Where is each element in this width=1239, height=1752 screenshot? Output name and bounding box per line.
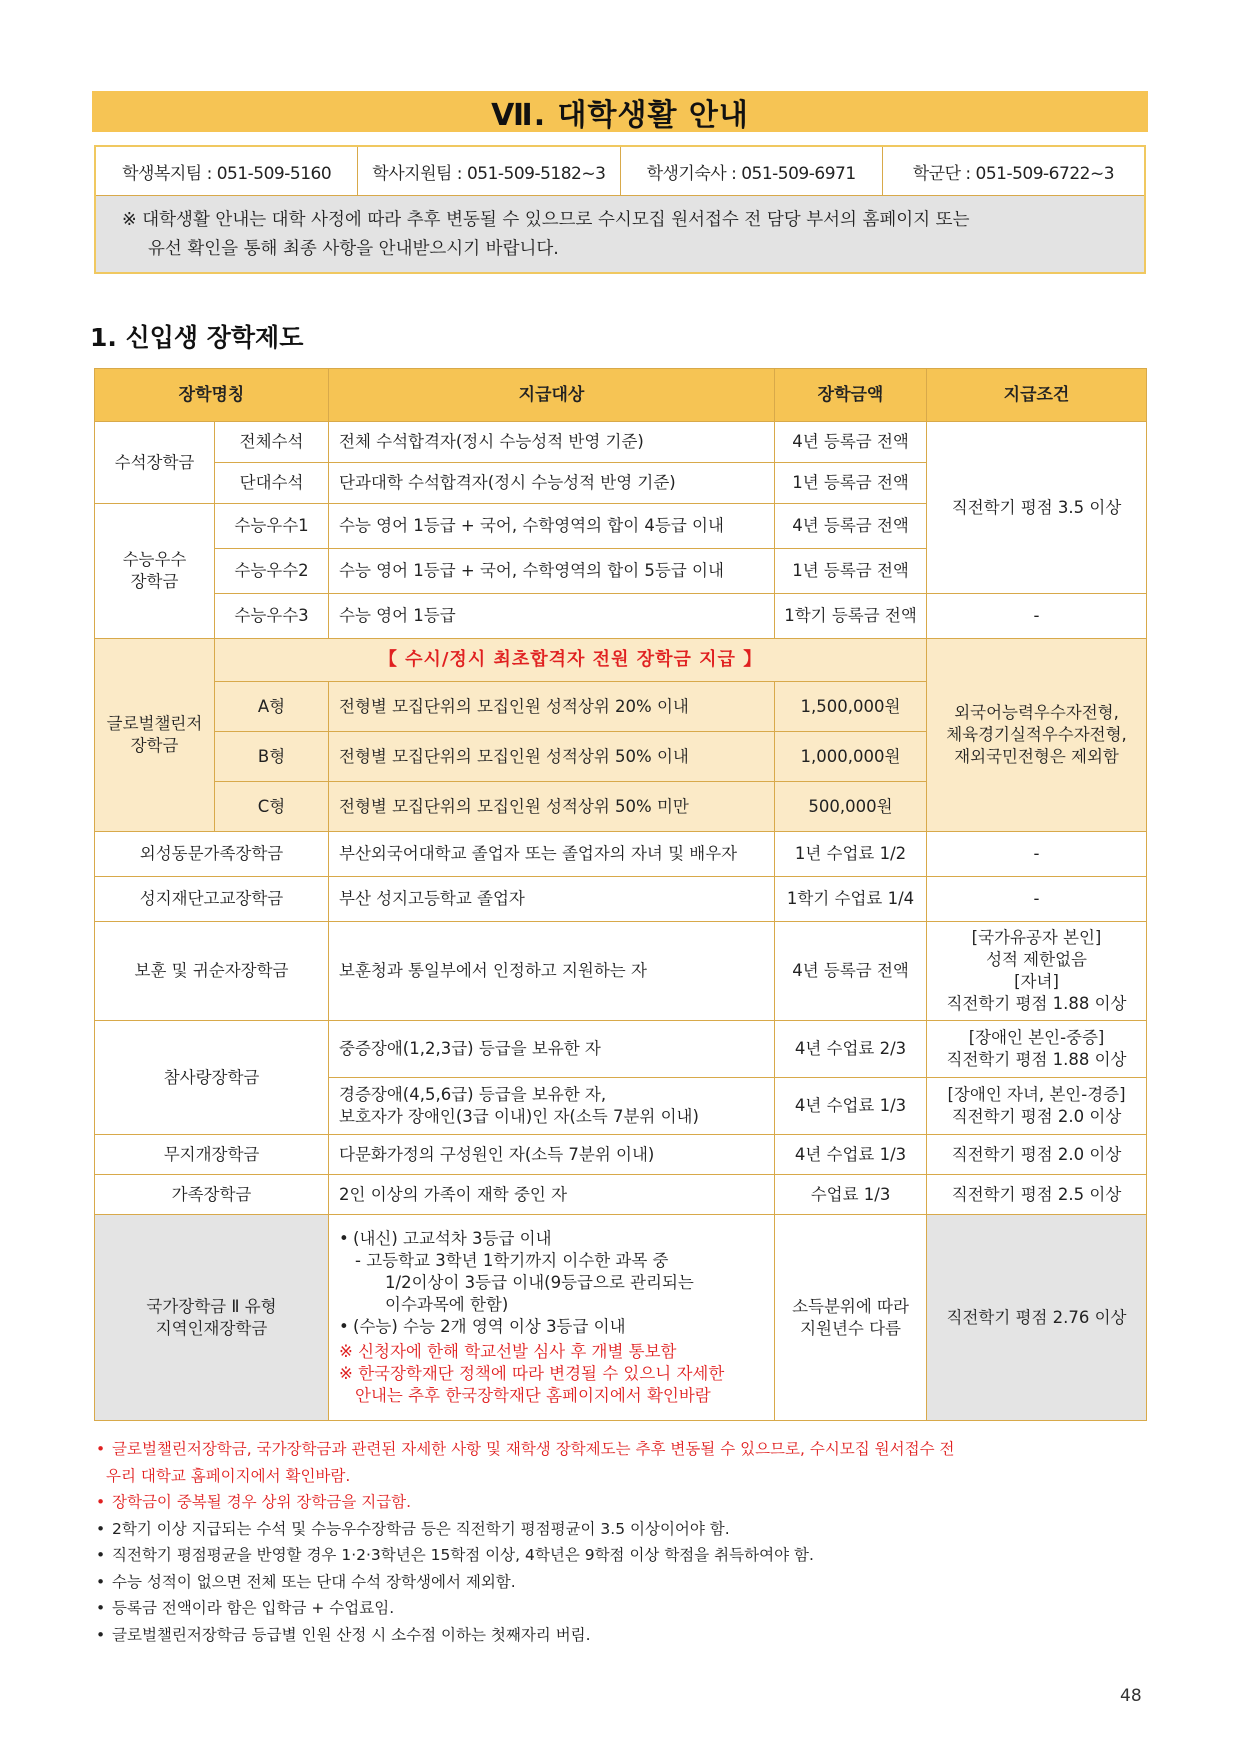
target-line: 1/2이상이 3등급 이내(9등급으로 관리되는 — [385, 1273, 694, 1292]
note-item: • 글로벌챌린저장학금 등급별 인원 산정 시 소수점 이하는 첫째자리 버림. — [96, 1622, 1146, 1649]
name-line: 장학금 — [130, 572, 179, 591]
condition-line: [국가유공자 본인] — [971, 928, 1102, 947]
condition-cell — [927, 1078, 1147, 1135]
condition-line: 직전학기 평점 1.88 이상 — [946, 1050, 1127, 1069]
scholarship-name: 수석장학금 — [95, 422, 215, 504]
amount-cell: 1학기 등록금 전액 — [775, 594, 927, 639]
amount-cell: 1학기 수업료 1/4 — [775, 877, 927, 922]
notice-box — [96, 196, 1144, 272]
condition-cell: 직전학기 평점 2.5 이상 — [927, 1175, 1147, 1215]
condition-cell: 직전학기 평점 2.0 이상 — [927, 1135, 1147, 1175]
contact-box — [94, 145, 1146, 274]
chapter-title: Ⅶ. 대학생활 안내 — [491, 97, 749, 133]
condition-cell — [927, 639, 1147, 832]
scholarship-name — [95, 1215, 329, 1421]
amount-line: 소득분위에 따라 — [792, 1296, 909, 1316]
note-item: • 직전학기 평점평균을 반영할 경우 1·2·3학년은 15학점 이상, 4학년은 9학점 이상 학점을 취득하여야 함. — [96, 1542, 1146, 1569]
table-row — [95, 832, 1147, 877]
condition-line: 체육경기실적우수자전형, — [946, 725, 1127, 744]
table-row — [95, 594, 1147, 639]
table-row — [95, 922, 1147, 1021]
condition-cell — [927, 922, 1147, 1021]
scholarship-name — [95, 639, 215, 832]
scholarship-name: 가족장학금 — [95, 1175, 329, 1215]
scholarship-table — [94, 368, 1147, 1421]
table-row — [95, 639, 1147, 682]
scholarship-name: 참사랑장학금 — [95, 1021, 329, 1135]
table-row — [95, 1175, 1147, 1215]
amount-cell: 1,500,000원 — [775, 682, 927, 732]
target-line: - 고등학교 3학년 1학기까지 이수한 과목 중 — [355, 1251, 669, 1270]
scholarship-name: 성지재단고교장학금 — [95, 877, 329, 922]
amount-cell: 1년 수업료 1/2 — [775, 832, 927, 877]
condition-line: [자녀] — [1014, 972, 1059, 991]
condition-cell: - — [927, 832, 1147, 877]
target-cell: 전형별 모집단위의 모집인원 성적상위 20% 이내 — [329, 682, 775, 732]
sub-name: 수능우수2 — [215, 549, 329, 594]
table-row — [95, 1135, 1147, 1175]
sub-name: B형 — [215, 732, 329, 782]
target-cell: 수능 영어 1등급 + 국어, 수학영역의 합이 4등급 이내 — [329, 504, 775, 549]
condition-line: 성적 제한없음 — [986, 950, 1087, 969]
amount-line: 지원년수 다름 — [800, 1318, 901, 1338]
sub-name: 수능우수1 — [215, 504, 329, 549]
target-note: ※ 신청자에 한해 학교선발 심사 후 개별 통보함 — [339, 1342, 677, 1361]
chapter-banner — [92, 91, 1148, 132]
target-cell: 수능 영어 1등급 — [329, 594, 775, 639]
table-header-row — [95, 369, 1147, 422]
notice-line: ※ 대학생활 안내는 대학 사정에 따라 추후 변동될 수 있으므로 수시모집 원서접수 전 담당 부서의 홈페이지 또는 — [122, 210, 970, 230]
sub-name: C형 — [215, 782, 329, 832]
scholarship-name: 무지개장학금 — [95, 1135, 329, 1175]
amount-cell: 1,000,000원 — [775, 732, 927, 782]
note-item: • 글로벌챌린저장학금, 국가장학금과 관련된 자세한 사항 및 재학생 장학제도는 추후 변동될 수 있으므로, 수시모집 원서접수 전 — [96, 1436, 1146, 1463]
contact-academic-support: 학사지원팀 : 051-509-5182~3 — [358, 147, 620, 195]
table-row — [95, 877, 1147, 922]
contact-rotc: 학군단 : 051-509-6722~3 — [912, 163, 1115, 184]
header-target: 지급대상 — [329, 369, 775, 422]
amount-cell: 4년 등록금 전액 — [775, 504, 927, 549]
table-row — [95, 1215, 1147, 1421]
target-cell: 중증장애(1,2,3급) 등급을 보유한 자 — [329, 1021, 775, 1078]
target-cell: 단과대학 수석합격자(정시 수능성적 반영 기준) — [329, 463, 775, 504]
amount-cell: 1년 등록금 전액 — [775, 549, 927, 594]
page-number: 48 — [1120, 1686, 1142, 1706]
amount-cell: 수업료 1/3 — [775, 1175, 927, 1215]
header-condition: 지급조건 — [927, 369, 1147, 422]
name-line: 장학금 — [130, 736, 179, 755]
header-name: 장학명칭 — [95, 369, 329, 422]
condition-cell — [927, 1021, 1147, 1078]
target-note: ※ 한국장학재단 정책에 따라 변경될 수 있으니 자세한 — [339, 1364, 725, 1383]
target-note: 안내는 추후 한국장학재단 홈페이지에서 확인바람 — [355, 1386, 711, 1405]
amount-cell: 500,000원 — [775, 782, 927, 832]
note-item: • 장학금이 중복될 경우 상위 장학금을 지급함. — [96, 1489, 1146, 1516]
target-cell: 다문화가정의 구성원인 자(소득 7분위 이내) — [329, 1135, 775, 1175]
notice-line: 유선 확인을 통해 최종 사항을 안내받으시기 바랍니다. — [148, 239, 559, 259]
target-line: 보호자가 장애인(3급 이내)인 자(소득 7분위 이내) — [339, 1107, 699, 1126]
condition-line: [장애인 자녀, 본인-경증] — [947, 1085, 1126, 1104]
target-cell — [329, 1215, 775, 1421]
name-line: 국가장학금 Ⅱ 유형 — [146, 1296, 277, 1316]
condition-cell: - — [927, 877, 1147, 922]
note-item-continued: 우리 대학교 홈페이지에서 확인바람. — [106, 1466, 351, 1485]
target-cell: 전형별 모집단위의 모집인원 성적상위 50% 미만 — [329, 782, 775, 832]
amount-cell: 4년 등록금 전액 — [775, 422, 927, 463]
sub-name: 수능우수3 — [215, 594, 329, 639]
headline-text: 【 수시/정시 최초합격자 전원 장학금 지급 】 — [378, 649, 763, 670]
global-headline — [215, 639, 927, 682]
target-line: 이수과목에 한함) — [385, 1295, 509, 1314]
condition-cell: 직전학기 평점 2.76 이상 — [927, 1215, 1147, 1421]
name-line: 글로벌챌린저 — [106, 714, 203, 733]
amount-cell: 4년 등록금 전액 — [775, 922, 927, 1021]
amount-cell: 4년 수업료 1/3 — [775, 1078, 927, 1135]
target-cell: 전체 수석합격자(정시 수능성적 반영 기준) — [329, 422, 775, 463]
target-cell: 보훈청과 통일부에서 인정하고 지원하는 자 — [329, 922, 775, 1021]
note-item: • 2학기 이상 지급되는 수석 및 수능우수장학금 등은 직전학기 평점평균이 3.5 이상이어야 함. — [96, 1516, 1146, 1543]
amount-cell — [775, 1215, 927, 1421]
sub-name: A형 — [215, 682, 329, 732]
target-cell: 전형별 모집단위의 모집인원 성적상위 50% 이내 — [329, 732, 775, 782]
target-cell: 2인 이상의 가족이 재학 중인 자 — [329, 1175, 775, 1215]
amount-cell: 1년 등록금 전액 — [775, 463, 927, 504]
target-cell — [329, 1078, 775, 1135]
name-line: 수능우수 — [122, 550, 187, 569]
amount-cell: 4년 수업료 2/3 — [775, 1021, 927, 1078]
scholarship-name — [95, 504, 215, 639]
condition-line: 직전학기 평점 2.0 이상 — [951, 1107, 1122, 1126]
sub-name: 전체수석 — [215, 422, 329, 463]
target-bullet: • (내신) 고교석차 3등급 이내 — [339, 1228, 770, 1250]
target-cell: 부산외국어대학교 졸업자 또는 졸업자의 자녀 및 배우자 — [329, 832, 775, 877]
note-item: • 등록금 전액이라 함은 입학금 + 수업료임. — [96, 1595, 1146, 1622]
amount-cell: 4년 수업료 1/3 — [775, 1135, 927, 1175]
target-line: 경증장애(4,5,6급) 등급을 보유한 자, — [339, 1085, 607, 1104]
scholarship-name: 외성동문가족장학금 — [95, 832, 329, 877]
note-item: • 수능 성적이 없으면 전체 또는 단대 수석 장학생에서 제외함. — [96, 1569, 1146, 1596]
target-cell: 수능 영어 1등급 + 국어, 수학영역의 합이 5등급 이내 — [329, 549, 775, 594]
section-title: 1. 신입생 장학제도 — [90, 323, 304, 352]
table-row — [95, 1021, 1147, 1078]
target-bullet: • (수능) 수능 2개 영역 이상 3등급 이내 — [339, 1316, 770, 1338]
name-line: 지역인재장학금 — [155, 1318, 268, 1338]
contact-dormitory: 학생기숙사 : 051-509-6971 — [621, 147, 883, 195]
contact-row — [96, 147, 1144, 196]
condition-line: [장애인 본인-중증] — [968, 1028, 1105, 1047]
condition-cell: - — [927, 594, 1147, 639]
contact-student-welfare: 학생복지팀 : 051-509-5160 — [96, 147, 358, 195]
table-row — [95, 422, 1147, 463]
scholarship-name: 보훈 및 귀순자장학금 — [95, 922, 329, 1021]
condition-cell: 직전학기 평점 3.5 이상 — [927, 422, 1147, 594]
header-amount: 장학금액 — [775, 369, 927, 422]
condition-line: 재외국민전형은 제외함 — [954, 747, 1119, 766]
sub-name: 단대수석 — [215, 463, 329, 504]
condition-line: 외국어능력우수자전형, — [954, 703, 1119, 722]
target-cell: 부산 성지고등학교 졸업자 — [329, 877, 775, 922]
footnotes — [96, 1436, 1146, 1648]
condition-line: 직전학기 평점 1.88 이상 — [946, 994, 1127, 1013]
